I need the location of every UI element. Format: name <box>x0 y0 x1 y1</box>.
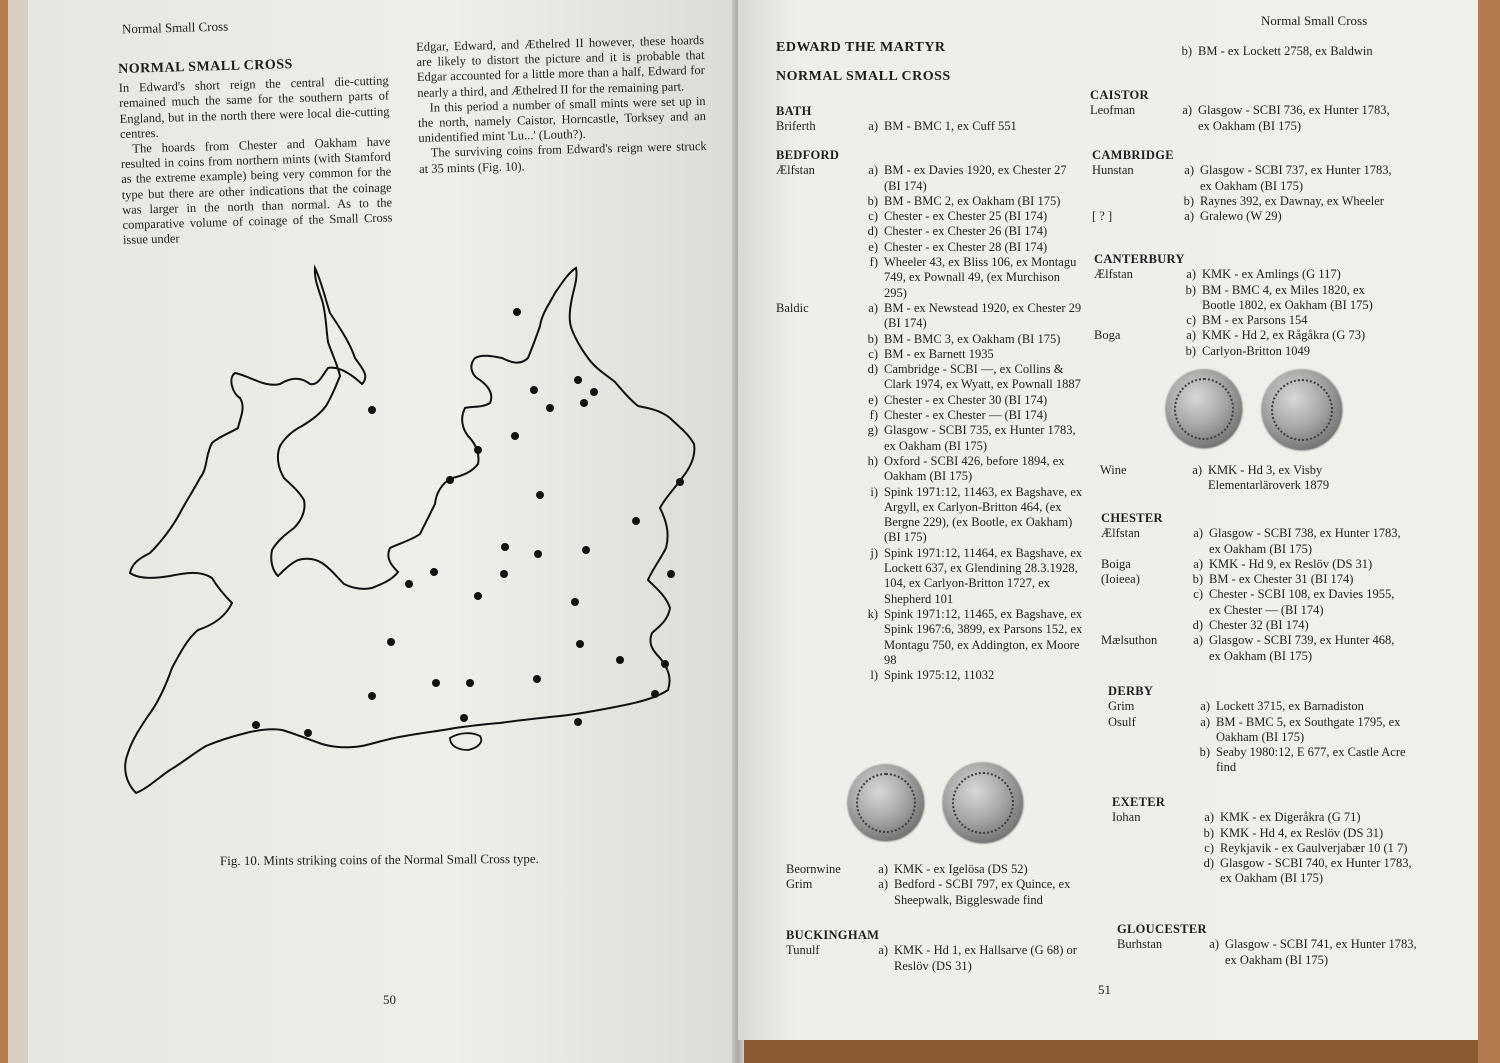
moneyer: [ ? ] <box>1092 209 1113 224</box>
entry-letter: b) <box>1183 193 1194 208</box>
entry-letter: a) <box>868 163 878 178</box>
moneyer: Iohan <box>1112 810 1141 825</box>
mint-dot <box>571 598 579 606</box>
moneyer: Osulf <box>1108 714 1136 729</box>
moneyer <box>776 668 858 683</box>
moneyer <box>776 240 858 255</box>
mint-dot <box>616 656 624 664</box>
mint-dot <box>661 660 669 668</box>
entry-row <box>786 862 1086 877</box>
entry-text: KMK - ex Igelösa (DS 52) <box>894 862 1028 876</box>
mint-dot <box>432 679 440 687</box>
entry-text: Glasgow - SCBI 736, ex Hunter 1783, ex Oakham (BI 175) <box>1198 103 1390 133</box>
mint-title: BUCKINGHAM <box>786 928 880 942</box>
moneyer <box>776 347 858 362</box>
mint-dot <box>582 546 590 554</box>
page-stack-edge <box>0 0 28 1063</box>
moneyer: (Ioieea) <box>1101 572 1140 587</box>
entry-row <box>776 163 1086 194</box>
moneyer <box>1101 618 1183 633</box>
entry-letter: h) <box>867 453 878 468</box>
moneyer <box>776 423 858 454</box>
entry-text: BM - BMC 3, ex Oakham (BI 175) <box>884 331 1061 346</box>
mint-dot <box>511 432 519 440</box>
moneyer: Ælfstan <box>1101 526 1140 541</box>
entry-row <box>1092 209 1392 224</box>
mint-dot <box>590 388 598 396</box>
intro-paragraph: Edgar, Edward, and Æthelred II however, these hoards are likely to distort the picture and it is probable that Edgar accounted for a little more than a half, Edward for nearly a third, and Æthelred II for the remaining part. <box>416 32 705 100</box>
entry-row <box>776 119 1086 134</box>
moneyer: Beornwine <box>786 862 841 876</box>
entry-row <box>1094 344 1394 359</box>
entry-text: BM - BMC 5, ex Southgate 1795, ex Oakham (BI 175) <box>1216 714 1401 744</box>
entry-text: KMK - Hd 2, ex Rågåkra (G 73) <box>1202 328 1366 343</box>
book-cover-edge <box>1478 0 1500 1063</box>
mint-dot <box>252 721 260 729</box>
mint-dot <box>574 376 582 384</box>
entry-letter: b) <box>1185 282 1196 297</box>
moneyer <box>776 362 858 393</box>
entry-text: BM - BMC 1, ex Cuff 551 <box>884 119 1017 134</box>
mint-dot <box>580 399 588 407</box>
entry-letter: i) <box>870 484 878 499</box>
coin-photo-obverse <box>848 765 924 841</box>
mint-block-buckingham <box>786 928 1096 974</box>
entry-row <box>1112 810 1412 825</box>
entry-text: Chester - ex Chester 28 (BI 174) <box>884 239 1048 254</box>
entry-text: Reykjavik - ex Gaulverjabær 10 (1 7) <box>1220 840 1408 855</box>
entry-row <box>1090 103 1390 134</box>
entry-letter: c) <box>868 209 878 224</box>
figure-caption: Fig. 10. Mints striking coins of the Normal Small Cross type. <box>219 850 539 869</box>
entry-letter: a) <box>1200 714 1210 729</box>
moneyer: Briferth <box>776 119 816 134</box>
mint-dot <box>533 675 541 683</box>
entry-letter: a) <box>1193 633 1203 648</box>
entry-row <box>776 546 1086 607</box>
entry-row <box>1100 463 1400 494</box>
entry-letter: a) <box>1186 267 1196 282</box>
moneyer <box>1094 344 1176 359</box>
entry-letter: a) <box>868 119 878 134</box>
left-page <box>28 0 738 1063</box>
intro-column-2 <box>416 33 707 177</box>
moneyer <box>776 393 858 408</box>
moneyer: Grim <box>786 877 813 892</box>
entry-row <box>776 240 1086 255</box>
moneyer <box>1092 194 1174 209</box>
entry-row <box>1101 526 1401 557</box>
entry-row <box>776 393 1086 408</box>
mint-block-bath-cont <box>1090 44 1390 59</box>
moneyer <box>776 454 858 485</box>
entry-text: Glasgow - SCBI 737, ex Hunter 1783, ex Oakham (BI 175) <box>1200 163 1392 193</box>
right-page <box>738 0 1478 1040</box>
entry-row <box>1117 937 1417 968</box>
moneyer <box>1112 841 1194 856</box>
page-number-right: 51 <box>1098 982 1111 997</box>
entry-letter: g) <box>867 423 878 438</box>
entry-row <box>1108 745 1408 776</box>
running-head-left: Normal Small Cross <box>121 18 229 37</box>
moneyer <box>1108 745 1190 776</box>
entry-text: Chester - ex Chester 25 (BI 174) <box>884 209 1048 224</box>
entry-text: BM - ex Newstead 1920, ex Chester 29 (BI 174) <box>884 300 1082 331</box>
mint-dot <box>651 690 659 698</box>
entry-letter: e) <box>868 239 878 254</box>
entry-row <box>1094 328 1394 343</box>
entry-letter: b) <box>1192 572 1203 587</box>
entry-row <box>776 362 1086 393</box>
entry-row <box>776 255 1086 301</box>
intro-paragraph: In Edward's short reign the central die-cutting remained much the same for the southern parts of England, but in the north there were local die-cutting centres. <box>118 73 390 141</box>
entry-row <box>776 454 1086 485</box>
entry-row <box>1101 587 1401 618</box>
mint-block-cambridge <box>1092 148 1392 224</box>
entry-row <box>1094 267 1394 282</box>
entry-text: Gralewo (W 29) <box>1200 209 1282 224</box>
entry-row <box>1108 715 1408 746</box>
mint-dots <box>252 308 684 737</box>
moneyer <box>776 332 858 347</box>
entry-text: Glasgow - SCBI 739, ex Hunter 468, ex Oakham (BI 175) <box>1209 633 1395 663</box>
entry-text: Spink 1971:12, 11465, ex Bagshave, ex Spink 1967:6, 3899, ex Parsons 152, ex Montagu 750, ex Addington, ex Moore 98 <box>884 606 1083 667</box>
moneyer: Leofman <box>1090 103 1136 118</box>
mint-block-bedford-cont <box>786 862 1086 908</box>
entry-text: Chester - SCBI 108, ex Davies 1955, ex Chester — (BI 174) <box>1209 587 1395 617</box>
moneyer <box>776 194 858 209</box>
entry-row <box>776 668 1086 683</box>
mint-dot <box>530 386 538 394</box>
intro-column-1 <box>118 54 393 248</box>
entry-letter: c) <box>1204 840 1214 855</box>
entry-letter: j) <box>870 545 878 560</box>
moneyer: Mælsuthon <box>1101 633 1158 648</box>
mint-title: CAISTOR <box>1090 88 1149 102</box>
entry-letter: d) <box>867 224 878 239</box>
entry-row <box>776 485 1086 546</box>
moneyer <box>1112 826 1194 841</box>
chapter-title: EDWARD THE MARTYR <box>776 40 946 55</box>
mint-title: CANTERBURY <box>1094 252 1185 266</box>
mint-dot <box>676 478 684 486</box>
entry-text: BM - ex Parsons 154 <box>1202 313 1308 328</box>
entry-row <box>776 408 1086 423</box>
entry-text: Wheeler 43, ex Bliss 106, ex Montagu 749, ex Pownall 49, (ex Murchison 295) <box>884 255 1077 300</box>
mint-block-exeter <box>1112 795 1412 887</box>
entry-text: Bedford - SCBI 797, ex Quince, ex Sheepwalk, Biggleswade find <box>894 877 1071 907</box>
entry-row <box>776 607 1086 668</box>
entry-letter: d) <box>867 362 878 377</box>
entry-letter: a) <box>1204 810 1214 825</box>
entry-letter: k) <box>867 606 878 621</box>
entry-row <box>1112 856 1412 887</box>
mint-title: CAMBRIDGE <box>1092 148 1174 162</box>
mint-title: GLOUCESTER <box>1117 922 1207 936</box>
entry-text: Chester 32 (BI 174) <box>1209 618 1309 633</box>
mint-title: BATH <box>776 104 812 118</box>
moneyer: Baldic <box>776 300 809 315</box>
mint-dot <box>368 406 376 414</box>
entry-row <box>786 943 1096 974</box>
entry-text: Glasgow - SCBI 741, ex Hunter 1783, ex Oakham (BI 175) <box>1225 937 1417 967</box>
entry-text: KMK - Hd 4, ex Reslöv (DS 31) <box>1220 825 1384 840</box>
entry-letter: c) <box>1193 587 1203 602</box>
mint-dot <box>501 543 509 551</box>
entry-letter: a) <box>868 300 878 315</box>
mint-dot <box>368 692 376 700</box>
entry-letter: d) <box>1192 618 1203 633</box>
moneyer <box>1112 856 1194 887</box>
entry-text: Seaby 1980:12, E 677, ex Castle Acre find <box>1216 745 1406 775</box>
entry-letter: a) <box>1209 937 1219 952</box>
entry-letter: a) <box>1200 699 1210 714</box>
entry-letter: a) <box>1193 556 1203 571</box>
entry-row <box>1112 841 1412 856</box>
moneyer: Wine <box>1100 463 1127 477</box>
entry-row <box>1092 194 1392 209</box>
entry-text: Glasgow - SCBI 738, ex Hunter 1783, ex Oakham (BI 175) <box>1209 526 1401 556</box>
moneyer <box>1101 587 1183 618</box>
moneyer <box>776 408 858 423</box>
entry-text: BM - ex Barnett 1935 <box>884 346 994 361</box>
entry-letter: a) <box>878 943 888 958</box>
mint-block-chester <box>1101 511 1401 664</box>
entry-text: Spink 1971:12, 11463, ex Bagshave, ex Argyll, ex Carlyon-Britton 464, (ex Bergne 229), (ex Bootle, ex Oakham) (BI 175) <box>884 484 1083 545</box>
entry-text: Raynes 392, ex Dawnay, ex Wheeler <box>1200 193 1384 208</box>
entry-text: KMK - Hd 3, ex Visby Elementarläroverk 1879 <box>1208 463 1330 493</box>
mint-block-bedford <box>776 148 1086 683</box>
entry-text: Lockett 3715, ex Barnadiston <box>1216 699 1364 714</box>
entry-letter: f) <box>869 408 878 423</box>
entry-row <box>776 423 1086 454</box>
moneyer <box>776 485 858 546</box>
entry-letter: a) <box>878 862 888 876</box>
entry-letter: a) <box>1192 463 1202 477</box>
entry-text: KMK - Hd 1, ex Hallsarve (G 68) or Reslöv (DS 31) <box>894 943 1077 973</box>
entry-text: BM - ex Davies 1920, ex Chester 27 (BI 174) <box>884 163 1067 193</box>
intro-paragraph: The surviving coins from Edward's reign were struck at 35 mints (Fig. 10). <box>418 139 707 176</box>
mint-dot <box>576 640 584 648</box>
mint-title: CHESTER <box>1101 511 1163 525</box>
mint-map-figure <box>100 258 700 818</box>
mint-dot <box>546 404 554 412</box>
entry-letter: d) <box>1203 856 1214 871</box>
entry-letter: a) <box>1193 526 1203 541</box>
entry-row <box>776 332 1086 347</box>
entry-letter: c) <box>1186 313 1196 328</box>
mint-dot <box>574 718 582 726</box>
coin-photo-reverse <box>943 763 1023 843</box>
mint-block-caistor <box>1090 88 1390 134</box>
entry-text: Chester - ex Chester — (BI 174) <box>884 408 1048 423</box>
entry-letter: b) <box>1199 745 1210 760</box>
entry-row <box>1101 557 1401 572</box>
type-title: NORMAL SMALL CROSS <box>776 69 951 84</box>
entry-text: Oxford - SCBI 426, before 1894, ex Oakham (BI 175) <box>884 453 1065 484</box>
intro-paragraph: The hoards from Chester and Oakham have resulted in coins from northern mints (with Stamford as the extreme example) being very common for the type but there are other indications that the coinage was larger in the north than normal. As to the comparative volume of coinage of the Small Cross issue under <box>120 134 393 248</box>
entry-row <box>1101 618 1401 633</box>
mint-title: EXETER <box>1112 795 1166 809</box>
entry-text: BM - ex Lockett 2758, ex Baldwin <box>1198 44 1373 58</box>
mint-dot <box>513 308 521 316</box>
entry-row <box>1101 633 1401 664</box>
moneyer: Grim <box>1108 699 1135 714</box>
entry-letter: a) <box>1186 328 1196 343</box>
mint-dot <box>474 446 482 454</box>
entry-text: BM - ex Chester 31 (BI 174) <box>1209 572 1354 587</box>
entry-row <box>1101 572 1401 587</box>
entry-text: Carlyon-Britton 1049 <box>1202 343 1310 358</box>
section-heading: NORMAL SMALL CROSS <box>118 57 294 77</box>
mint-dot <box>460 714 468 722</box>
entry-row <box>786 877 1086 908</box>
moneyer: Tunulf <box>786 943 820 958</box>
mint-dot <box>430 568 438 576</box>
mint-block-bath <box>776 104 1086 135</box>
mint-dot <box>446 476 454 484</box>
mint-block-gloucester <box>1117 922 1417 968</box>
mint-dot <box>667 570 675 578</box>
entry-letter: a) <box>878 877 888 892</box>
mint-dot <box>500 570 508 578</box>
moneyer: Hunstan <box>1092 163 1134 178</box>
mint-title: BEDFORD <box>776 148 840 162</box>
mint-block-canterbury-cont <box>1100 463 1400 494</box>
mint-dot <box>304 729 312 737</box>
entry-row <box>776 209 1086 224</box>
entry-letter: a) <box>1184 163 1194 178</box>
entry-text: BM - BMC 2, ex Oakham (BI 175) <box>884 193 1061 208</box>
mint-dot <box>387 638 395 646</box>
running-head-right: Normal Small Cross <box>1261 13 1368 28</box>
entry-row <box>1094 313 1394 328</box>
mint-dot <box>474 592 482 600</box>
moneyer <box>776 607 858 668</box>
entry-text: KMK - Hd 9, ex Reslöv (DS 31) <box>1209 556 1373 571</box>
entry-text: Spink 1971:12, 11464, ex Bagshave, ex Lockett 637, ex Glendining 28.3.1928, 104, ex Carlyon-Britton 1727, ex Shepherd 101 <box>884 545 1083 606</box>
mint-block-canterbury <box>1094 252 1394 359</box>
moneyer <box>776 546 858 607</box>
page-number-left: 50 <box>383 992 396 1007</box>
mint-dot <box>536 491 544 499</box>
entry-row <box>776 347 1086 362</box>
moneyer: Boga <box>1094 328 1121 343</box>
entry-row <box>1112 826 1412 841</box>
entry-letter: a) <box>1182 103 1192 118</box>
moneyer <box>1094 313 1176 328</box>
entry-row <box>1108 699 1408 714</box>
entry-text: BM - BMC 4, ex Miles 1820, ex Bootle 1802, ex Oakham (BI 175) <box>1202 282 1373 312</box>
entry-row <box>1092 163 1392 194</box>
moneyer: Burhstan <box>1117 937 1163 952</box>
moneyer <box>776 224 858 239</box>
moneyer: Boiga <box>1101 556 1131 571</box>
moneyer <box>776 209 858 224</box>
isle-of-wight <box>450 733 481 750</box>
mint-dot <box>405 580 413 588</box>
entry-text: Glasgow - SCBI 740, ex Hunter 1783, ex Oakham (BI 175) <box>1220 856 1412 886</box>
entry-row <box>1090 44 1390 59</box>
moneyer: Ælfstan <box>1094 267 1133 282</box>
entry-text: KMK - ex Digeråkra (G 71) <box>1220 810 1361 825</box>
entry-letter: c) <box>868 346 878 361</box>
mint-dot <box>632 517 640 525</box>
entry-letter: b) <box>867 193 878 208</box>
moneyer: Ælfstan <box>776 163 815 178</box>
entry-letter: e) <box>868 392 878 407</box>
entry-letter: b) <box>1185 343 1196 358</box>
coin-photo-obverse <box>1166 370 1242 448</box>
mint-block-derby <box>1108 684 1408 776</box>
entry-row <box>776 224 1086 239</box>
moneyer <box>1094 283 1176 314</box>
entry-text: Spink 1975:12, 11032 <box>884 668 995 683</box>
entry-text: Glasgow - SCBI 735, ex Hunter 1783, ex Oakham (BI 175) <box>884 423 1076 453</box>
entry-text: Chester - ex Chester 26 (BI 174) <box>884 224 1048 239</box>
entry-row <box>1094 283 1394 314</box>
entry-text: Cambridge - SCBI —, ex Collins & Clark 1974, ex Wyatt, ex Pownall 1887 <box>884 362 1081 392</box>
entry-row <box>776 301 1086 332</box>
entry-text: Chester - ex Chester 30 (BI 174) <box>884 392 1048 407</box>
england-wales-outline <box>125 268 694 793</box>
intro-paragraph: In this period a number of small mints were set up in the north, namely Caistor, Horncastle, Torksey and an unidentified mint 'Lu...' (Louth?). <box>417 93 707 146</box>
entry-letter: b) <box>867 331 878 346</box>
mint-dot <box>534 550 542 558</box>
entry-letter: f) <box>869 255 878 270</box>
entry-letter: l) <box>870 668 878 683</box>
mint-title: DERBY <box>1108 684 1154 698</box>
entry-letter: b) <box>1181 44 1192 58</box>
entry-letter: a) <box>1184 209 1194 224</box>
moneyer <box>776 255 858 301</box>
entry-letter: b) <box>1203 825 1214 840</box>
entry-row <box>776 194 1086 209</box>
moneyer <box>1090 44 1172 59</box>
mint-dot <box>466 679 474 687</box>
entry-text: KMK - ex Amlings (G 117) <box>1202 267 1341 282</box>
coin-photo-reverse <box>1262 370 1342 450</box>
